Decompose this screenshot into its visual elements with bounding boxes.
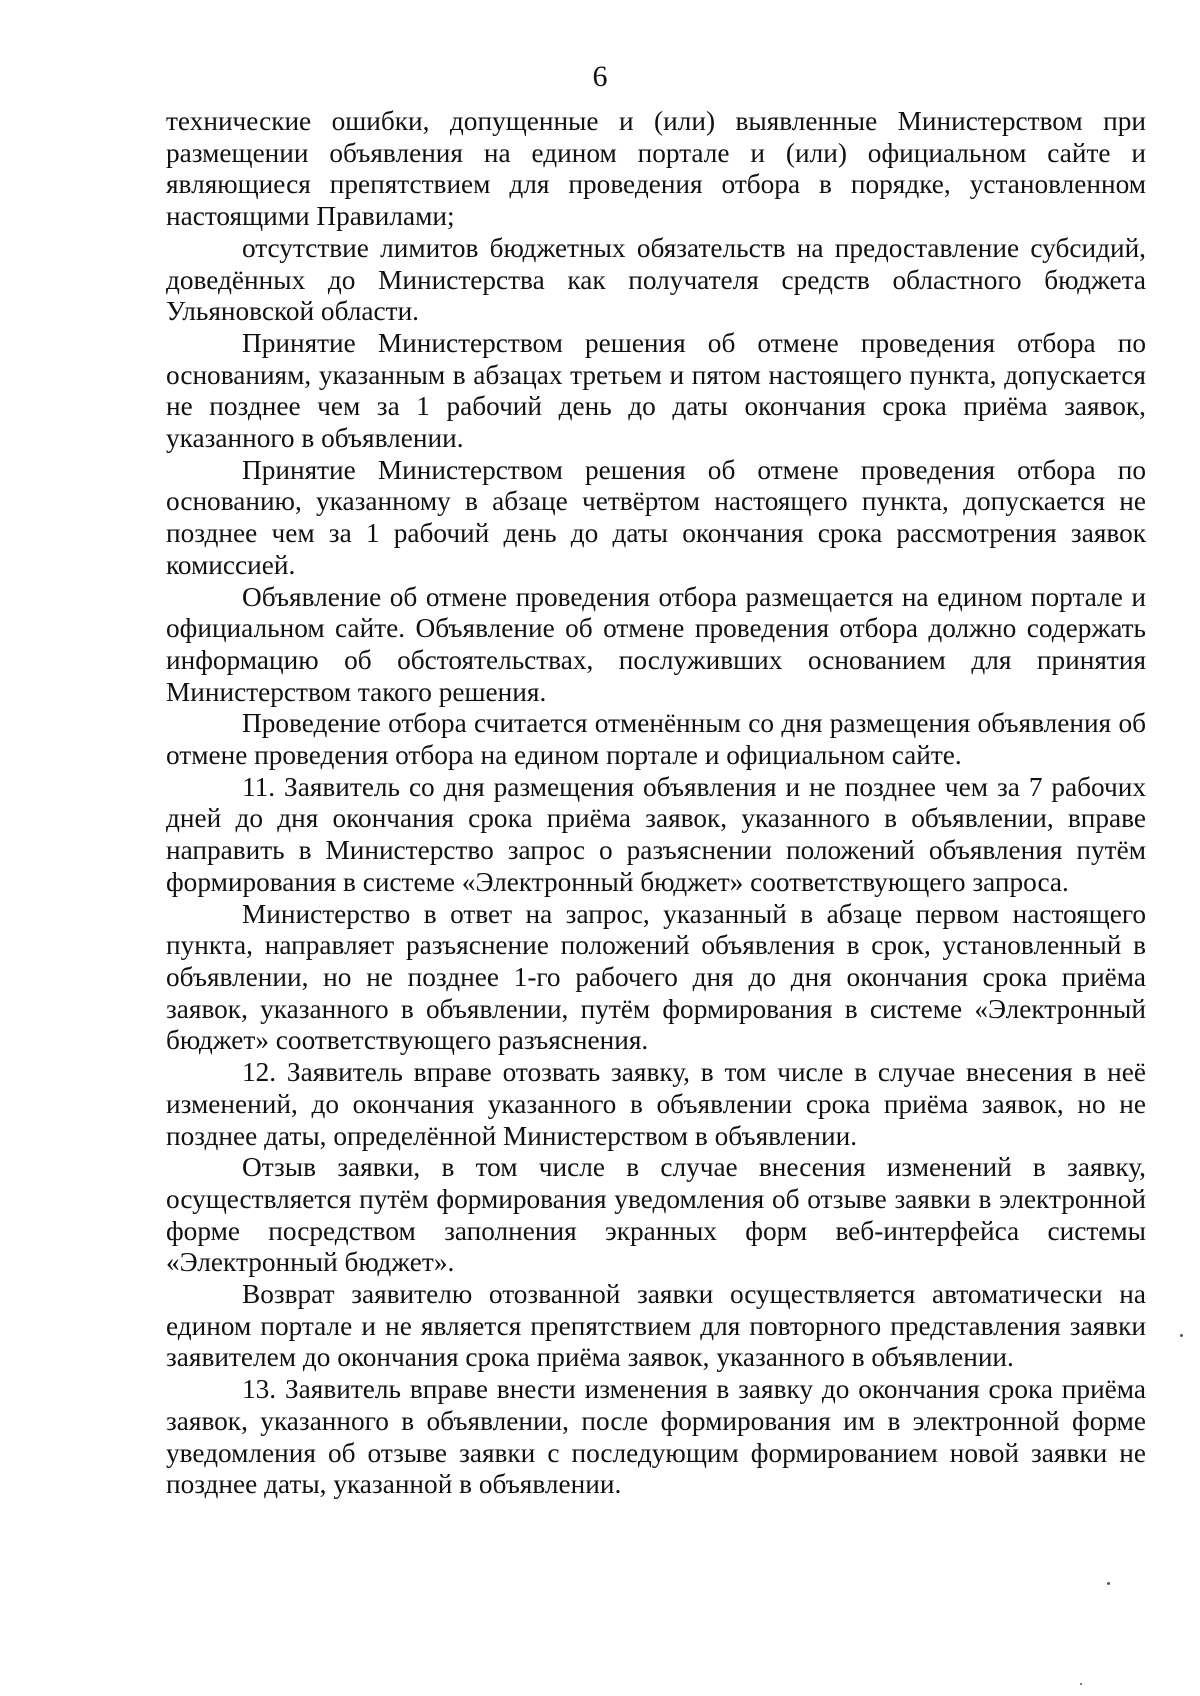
document-body — [166, 106, 1146, 1501]
paragraph-ministry-response: Министерство в ответ на запрос, указанный в абзаце первом настоящего пункта, направляет разъяснение положений объявления в срок, установленный в объявлении, но не позднее 1-го рабочего дня до дня окончания срока приёма заявок, указанного в объявлении, путём формирования в системе «Электронный бюджет» соответствующего разъяснения. — [166, 898, 1146, 1056]
paragraph-technical-errors: технические ошибки, допущенные и (или) выявленные Министерством при размещении объявления на едином портале и (или) официальном сайте и являющиеся препятствием для проведения отбора в порядке, установленном настоящими Правилами; — [166, 106, 1146, 232]
paragraph-cancellation-ground-4: Принятие Министерством решения об отмене проведения отбора по основанию, указанному в абзаце четвёртом настоящего пункта, допускается не позднее чем за 1 рабочий день до даты окончания срока рассмотрения заявок комиссией. — [166, 454, 1146, 580]
scan-speck — [1107, 1582, 1110, 1585]
paragraph-withdrawal-return: Возврат заявителю отозванной заявки осуществляется автоматически на едином портале и не является препятствием для повторного представления заявки заявителем до окончания срока приёма заявок, указанного в объявлении. — [166, 1279, 1146, 1373]
scan-speck — [1180, 1334, 1183, 1337]
paragraph-cancellation-grounds-3-5: Принятие Министерством решения об отмене проведения отбора по основаниям, указанным в абзацах третьем и пятом настоящего пункта, допускается не позднее чем за 1 рабочий день до даты окончания срока приёма заявок, указанного в объявлении. — [166, 327, 1146, 454]
page-number: 6 — [592, 60, 608, 93]
paragraph-cancellation-announcement: Объявление об отмене проведения отбора размещается на едином портале и официальном сайте. Объявление об отмене проведения отбора должно содержать информацию об обстоятельствах, послуживших основанием для принятия Министерством такого решения. — [166, 581, 1146, 707]
paragraph-clause-11: 11. Заявитель со дня размещения объявления и не позднее чем за 7 рабочих дней до дня окончания срока приёма заявок, указанного в объявлении, вправе направить в Министерство запрос о разъяснении положений объявления путём формирования в системе «Электронный бюджет» соответствующего запроса. — [166, 771, 1146, 897]
scan-speck — [1080, 1683, 1082, 1685]
paragraph-clause-13: 13. Заявитель вправе внести изменения в заявку до окончания срока приёма заявок, указанного в объявлении, после формирования им в электронной форме уведомления об отзыве заявки с последующим формированием новой заявки не позднее даты, указанной в объявлении. — [166, 1374, 1146, 1500]
paragraph-cancellation-effective: Проведение отбора считается отменённым со дня размещения объявления об отмене проведения отбора на едином портале и официальном сайте. — [166, 708, 1146, 771]
paragraph-withdrawal-procedure: Отзыв заявки, в том числе в случае внесения изменений в заявку, осуществляется путём формирования уведомления об отзыве заявки в электронной форме посредством заполнения экранных форм веб-интерфейса системы «Электронный бюджет». — [166, 1152, 1146, 1278]
paragraph-budget-limits: отсутствие лимитов бюджетных обязательств на предоставление субсидий, доведённых до Министерства как получателя средств областного бюджета Ульяновской области. — [166, 232, 1146, 327]
paragraph-clause-12: 12. Заявитель вправе отозвать заявку, в том числе в случае внесения в неё изменений, до окончания указанного в объявлении срока приёма заявок, но не позднее даты, определённой Министерством в объявлении. — [166, 1057, 1146, 1151]
